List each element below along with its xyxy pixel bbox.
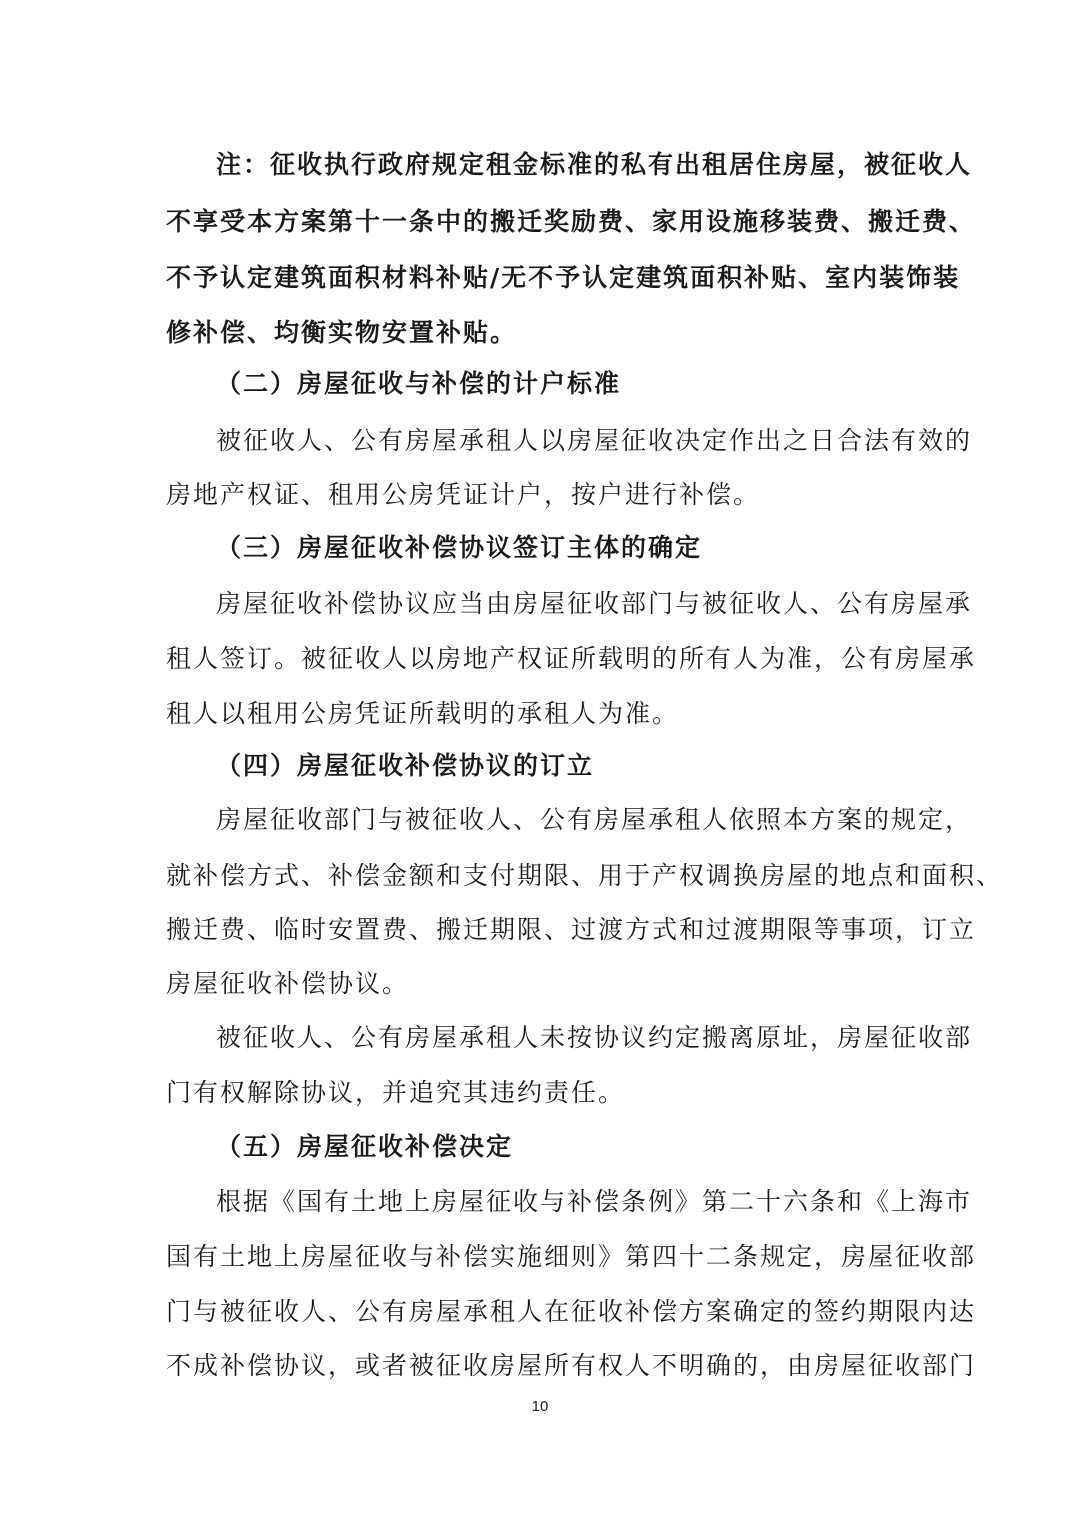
page-number: 10 (531, 1398, 549, 1415)
section-3-line-1: 房屋征收补偿协议应当由房屋征收部门与被征收人、公有房屋承 (216, 589, 973, 618)
section-5-line-2: 国有土地上房屋征收与补偿实施细则》第四十二条规定，房屋征收部 (166, 1242, 977, 1271)
section-5-heading: （五）房屋征收补偿决定 (216, 1132, 514, 1161)
section-3-line-3: 租人以租用公房凭证所载明的承租人为准。 (166, 699, 680, 728)
section-4-para-2-line-2: 门有权解除协议，并追究其违约责任。 (166, 1078, 626, 1107)
section-4-para-1-line-2: 就补偿方式、补偿金额和支付期限、用于产权调换房屋的地点和面积、 (166, 861, 1004, 890)
section-4-para-2-line-1: 被征收人、公有房屋承租人未按协议约定搬离原址，房屋征收部 (216, 1023, 973, 1052)
note-line-1: 注：征收执行政府规定租金标准的私有出租居住房屋，被征收人 (216, 150, 973, 179)
section-2-heading: （二）房屋征收与补偿的计户标准 (216, 369, 622, 398)
section-4-heading: （四）房屋征收补偿协议的订立 (216, 751, 595, 780)
section-3-line-2: 租人签订。被征收人以房地产权证所载明的所有人为准，公有房屋承 (166, 644, 977, 673)
section-5-line-4: 不成补偿协议，或者被征收房屋所有权人不明确的，由房屋征收部门 (166, 1351, 977, 1380)
note-line-2: 不享受本方案第十一条中的搬迁奖励费、家用设施移装费、搬迁费、 (166, 207, 977, 236)
section-4-para-1-line-3: 搬迁费、临时安置费、搬迁期限、过渡方式和过渡期限等事项，订立 (166, 915, 977, 944)
section-4-para-1-line-4: 房屋征收补偿协议。 (166, 969, 410, 998)
section-5-line-1: 根据《国有土地上房屋征收与补偿条例》第二十六条和《上海市 (216, 1187, 973, 1216)
section-2-line-2: 房地产权证、租用公房凭证计户，按户进行补偿。 (166, 480, 761, 509)
note-line-3: 不予认定建筑面积材料补贴/无不予认定建筑面积补贴、室内装饰装 (166, 263, 961, 292)
section-2-line-1: 被征收人、公有房屋承租人以房屋征收决定作出之日合法有效的 (216, 426, 973, 455)
section-3-heading: （三）房屋征收补偿协议签订主体的确定 (216, 533, 703, 562)
section-5-line-3: 门与被征收人、公有房屋承租人在征收补偿方案确定的签约期限内达 (166, 1297, 977, 1326)
note-line-4: 修补偿、均衡实物安置补贴。 (166, 318, 518, 347)
section-4-para-1-line-1: 房屋征收部门与被征收人、公有房屋承租人依照本方案的规定， (216, 805, 973, 834)
